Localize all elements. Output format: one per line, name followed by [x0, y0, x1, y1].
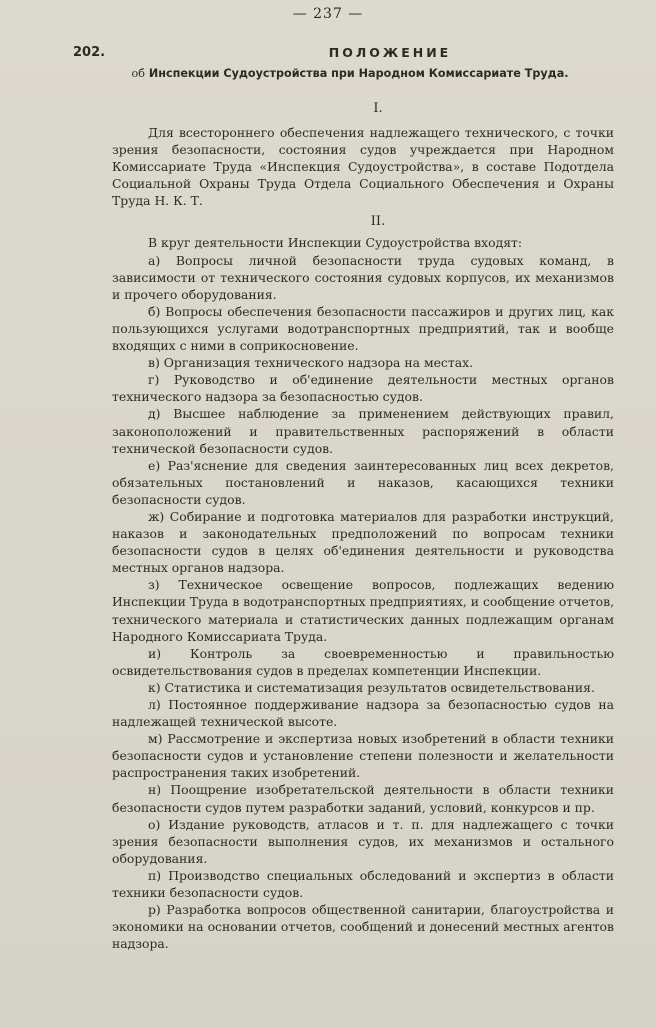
subtitle-text: Инспекции Судоустройства при Народном Комиссариате Труда. [148, 67, 569, 80]
list-item: б) Вопросы обеспечения безопасности пассажиров и других лиц, как пользующихся услугами водотранспортных предприятий, так и вообще входящих с ними в соприкосновение. [112, 303, 614, 354]
list-item: к) Статистика и систематизация результатов освидетельствования. [148, 679, 595, 695]
list-item: г) Руководство и об'единение деятельности местных органов технического надзора за безопасностью судов. [112, 372, 614, 405]
subtitle-prefix: об [131, 67, 145, 80]
list-item: н) Поощрение изобретательской деятельности в области техники безопасности судов путем разработки заданий, условий, конкурсов и пр. [112, 782, 614, 815]
list-item: ж) Собирание и подготовка материалов для разработки инструкций, наказов и законодательных предположений по вопросам техники безопасности судов в целях об'единения деятельности и руководства местных органов надзора. [112, 508, 614, 576]
document-number: 202. [73, 45, 106, 60]
list-item: и) Контроль за своевременностью и правильностью освидетельствования судов в пределах компетенции Инспекции. [112, 645, 614, 678]
list-item: м) Рассмотрение и экспертиза новых изобретений в области техники безопасности судов и установление степени полезности и желательности распространения таких изобретений. [112, 731, 614, 781]
document-subtitle [80, 67, 620, 80]
list-item: п) Производство специальных обследований и экспертиз в области техники безопасности судов. [112, 867, 614, 901]
section-2-numeral: II. [370, 214, 386, 230]
list-item: з) Техническое освещение вопросов, подлежащих ведению Инспекции Труда в водотранспортных предприятиях, и сообщение отчетов, технического материала и статистических данных подлежащим органам Народного Комиссариата Труда. [112, 577, 615, 644]
document-body [112, 100, 614, 952]
list-item: л) Постоянное поддерживание надзора за безопасностью судов на надлежащей технической высоте. [112, 697, 614, 730]
section-1-paragraph: Для всестороннего обеспечения надлежащего технического, с точки зрения безопасности, состояния судов учреждается при Народном Комиссариате Труда «Инспекция Судоустройства», в составе Подотдела Социальной Охраны Труда Отдела Социального Обеспечения и Охраны Труда Н. К. Т. [112, 125, 614, 209]
list-item: е) Раз'яснение для сведения заинтересованных лиц всех декретов, обязательных постановлений и наказов, касающихся техники безопасности судов. [112, 457, 614, 507]
page-number: — 237 — [292, 6, 364, 22]
section-1-numeral: I. [373, 101, 383, 116]
document-title: ПОЛОЖЕНИЕ [328, 45, 452, 60]
section-2-intro: В круг деятельности Инспекции Судоустройства входят: [148, 235, 523, 251]
list-item: а) Вопросы личной безопасности труда судовых команд, в зависимости от технического состояния судовых корпусов, их механизмов и прочего оборудования. [112, 252, 614, 302]
list-item: в) Организация технического надзора на местах. [148, 355, 474, 371]
list-item: д) Высшее наблюдение за применением действующих правил, законоположений и правительственных распоряжений в области технической безопасности судов. [112, 406, 614, 456]
list-item: о) Издание руководств, атласов и т. п. для надлежащего с точки зрения безопасности выполнения судов, их механизмов и остального оборудования. [112, 816, 614, 866]
list-item: р) Разработка вопросов общественной санитарии, благоустройства и экономики на основании отчетов, сообщений и донесений местных агентов надзора. [112, 902, 614, 952]
